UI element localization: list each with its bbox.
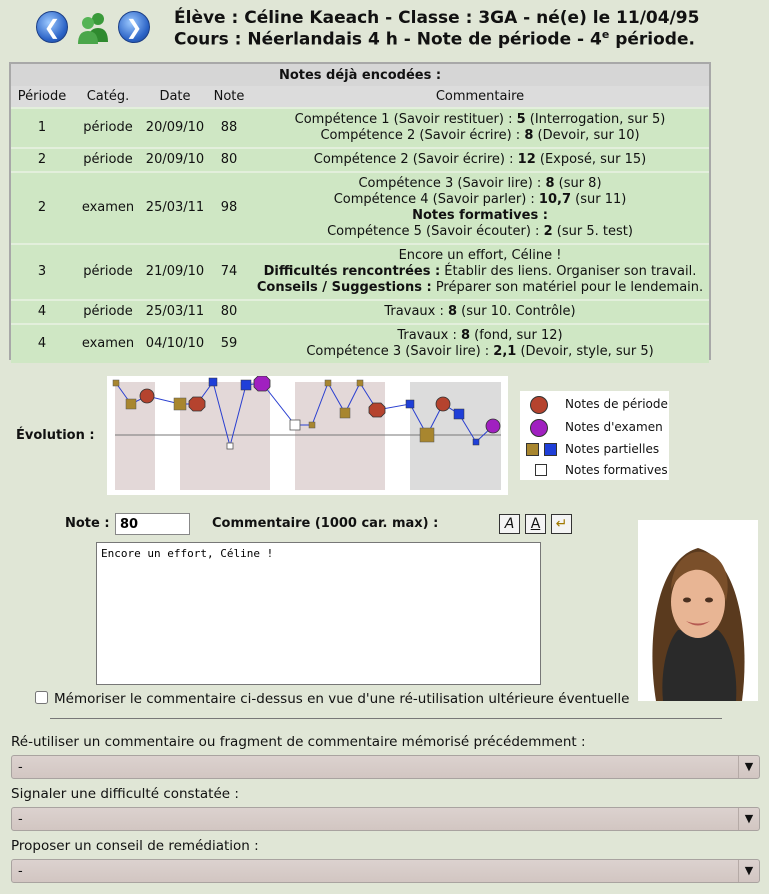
chevron-down-icon[interactable]: ▼	[738, 756, 759, 778]
cell-commentaire	[251, 108, 709, 148]
cell-commentaire	[251, 244, 709, 300]
comment-text: Encore un effort, Céline !	[398, 248, 562, 263]
comment-text: Préparer son matériel pour le lendemain.	[431, 280, 704, 295]
partial-note-point	[113, 380, 119, 386]
legend-label-partielles: Notes partielles	[565, 442, 660, 456]
cell-commentaire	[251, 324, 709, 363]
comment-bold: 5	[516, 112, 526, 127]
comment-line	[251, 304, 709, 320]
difficulty-value: -	[18, 812, 23, 827]
cell-date: 04/10/10	[143, 324, 207, 363]
cell-commentaire	[251, 300, 709, 324]
cell-note: 74	[207, 244, 251, 300]
partial-note-point	[309, 422, 315, 428]
comment-text: Travaux :	[384, 304, 448, 319]
cell-note: 88	[207, 108, 251, 148]
partial-note-point	[473, 439, 479, 445]
chart-band-3	[295, 382, 385, 490]
comment-line	[251, 344, 709, 360]
comment-bold: 8	[447, 304, 458, 319]
partial-note-point	[454, 409, 464, 419]
chevron-down-icon[interactable]: ▼	[738, 860, 759, 882]
comment-line	[251, 112, 709, 128]
table-row	[11, 148, 709, 172]
comment-textarea[interactable]	[96, 542, 541, 685]
comment-bold: 8	[460, 328, 471, 343]
comment-text: (Devoir, sur 10)	[533, 128, 640, 143]
cell-categ: période	[73, 108, 143, 148]
exam-note-point	[486, 419, 500, 433]
comment-text: Compétence 1 (Savoir restituer) :	[294, 112, 517, 127]
table-caption: Notes déjà encodées :	[11, 64, 709, 86]
insert-return-icon[interactable]: ↵	[551, 514, 572, 534]
student-photo	[638, 520, 758, 701]
comment-text: Compétence 3 (Savoir lire) :	[358, 176, 546, 191]
col-header-commentaire: Commentaire	[251, 86, 709, 108]
comment-line	[251, 192, 709, 208]
partial-note-point	[420, 428, 434, 442]
chevron-down-icon[interactable]: ▼	[738, 808, 759, 830]
back-arrow-icon[interactable]: ❮	[36, 11, 68, 43]
legend-item-formatives	[520, 460, 669, 480]
cell-categ: examen	[73, 172, 143, 244]
legend-item-periode	[520, 394, 669, 414]
comment-bold: Conseils / Suggestions :	[256, 280, 432, 295]
memo-checkbox[interactable]	[35, 691, 48, 704]
advice-select[interactable]	[11, 859, 760, 883]
period-note-point	[369, 403, 385, 417]
table-row	[11, 324, 709, 363]
comment-text: Compétence 2 (Savoir écrire) :	[313, 152, 518, 167]
reuse-comment-value: -	[18, 760, 23, 775]
comment-text: Travaux :	[397, 328, 461, 343]
legend-label-formatives: Notes formatives	[565, 463, 668, 477]
note-input[interactable]	[115, 513, 190, 535]
difficulty-label: Signaler une difficulté constatée :	[11, 786, 239, 802]
cell-periode: 4	[11, 300, 73, 324]
cell-categ: examen	[73, 324, 143, 363]
table-row	[11, 244, 709, 300]
partial-note-point	[241, 380, 251, 390]
notes-table	[9, 62, 711, 360]
course-header	[174, 28, 695, 50]
comment-bold: Notes formatives :	[412, 208, 548, 223]
comment-line	[251, 280, 709, 296]
exam-circle-icon	[529, 418, 549, 438]
comment-text: Compétence 5 (Savoir écouter) :	[327, 224, 544, 239]
cell-commentaire	[251, 172, 709, 244]
comment-text: (Devoir, style, sur 5)	[516, 344, 654, 359]
comment-text: Établir des liens. Organiser son travail.	[440, 264, 697, 279]
partial-note-point	[357, 380, 363, 386]
cell-date: 20/09/10	[143, 108, 207, 148]
table-row	[11, 108, 709, 148]
comment-text: (sur 11)	[571, 192, 627, 207]
cell-date: 25/03/11	[143, 300, 207, 324]
comment-text: (Interrogation, sur 5)	[525, 112, 666, 127]
col-header-note: Note	[207, 86, 251, 108]
underline-a-icon[interactable]: A	[525, 514, 546, 534]
course-header-main: Cours : Néerlandais 4 h - Note de période - 4	[174, 29, 602, 50]
memo-label: Mémoriser le commentaire ci-dessus en vue d'une ré-utilisation ultérieure éventuelle	[54, 691, 630, 707]
comment-text: (fond, sur 12)	[470, 328, 563, 343]
formative-square-icon	[535, 464, 549, 478]
comment-text: (Exposé, sur 15)	[535, 152, 647, 167]
partial-squares-icon	[526, 443, 558, 457]
comment-bold: 8	[524, 128, 534, 143]
cell-periode: 1	[11, 108, 73, 148]
advice-label: Proposer un conseil de remédiation :	[11, 838, 259, 854]
evolution-label: Évolution :	[16, 428, 95, 443]
comment-bold: 8	[545, 176, 555, 191]
legend-item-examen	[520, 417, 669, 437]
col-header-date: Date	[143, 86, 207, 108]
partial-note-point	[406, 400, 414, 408]
course-header-end: période.	[609, 29, 695, 50]
cell-categ: période	[73, 244, 143, 300]
cell-note: 98	[207, 172, 251, 244]
comment-text: (sur 8)	[554, 176, 602, 191]
comment-label: Commentaire (1000 car. max) :	[212, 516, 439, 531]
exam-note-point	[254, 376, 270, 391]
col-header-categ: Catég.	[73, 86, 143, 108]
comment-line	[251, 152, 709, 168]
period-note-point	[436, 397, 450, 411]
comment-text: (sur 10. Contrôle)	[457, 304, 576, 319]
period-note-point	[189, 397, 205, 411]
cell-periode: 3	[11, 244, 73, 300]
comment-bold: 10,7	[538, 192, 571, 207]
period-note-point	[140, 389, 154, 403]
cell-periode: 4	[11, 324, 73, 363]
note-label: Note :	[65, 516, 110, 531]
cell-categ: période	[73, 300, 143, 324]
chart-legend	[520, 391, 669, 480]
col-header-periode: Période	[11, 86, 73, 108]
comment-line	[251, 248, 709, 264]
partial-note-point	[209, 378, 217, 386]
legend-label-periode: Notes de période	[565, 397, 668, 411]
comment-line	[251, 208, 709, 224]
comment-bold: 12	[517, 152, 536, 167]
memo-row	[35, 691, 629, 707]
cell-date: 20/09/10	[143, 148, 207, 172]
reuse-comment-select[interactable]	[11, 755, 760, 779]
cell-periode: 2	[11, 172, 73, 244]
users-icon[interactable]	[76, 10, 110, 44]
cell-note: 80	[207, 300, 251, 324]
comment-bold: 2	[543, 224, 553, 239]
comment-line	[251, 328, 709, 344]
comment-bold: 2,1	[493, 344, 517, 359]
comment-line	[251, 224, 709, 240]
period-circle-icon	[529, 395, 549, 415]
comment-bold: Difficultés rencontrées :	[263, 264, 441, 279]
formative-note-point	[290, 420, 300, 430]
legend-item-partielles	[520, 439, 669, 459]
cell-categ: période	[73, 148, 143, 172]
student-header: Élève : Céline Kaeach - Classe : 3GA - né(e) le 11/04/95	[174, 8, 700, 28]
cell-commentaire	[251, 148, 709, 172]
comment-text: (sur 5. test)	[552, 224, 633, 239]
difficulty-select[interactable]	[11, 807, 760, 831]
cell-note: 80	[207, 148, 251, 172]
comment-text: Compétence 2 (Savoir écrire) :	[320, 128, 525, 143]
legend-label-examen: Notes d'examen	[565, 420, 663, 434]
course-header-sup: e	[601, 28, 610, 41]
partial-note-point	[126, 399, 136, 409]
cell-date: 25/03/11	[143, 172, 207, 244]
table-row	[11, 172, 709, 244]
cell-date: 21/09/10	[143, 244, 207, 300]
cell-periode: 2	[11, 148, 73, 172]
comment-line	[251, 264, 709, 280]
evolution-chart	[107, 376, 508, 495]
partial-note-point	[325, 380, 331, 386]
comment-text: Compétence 4 (Savoir parler) :	[333, 192, 539, 207]
reuse-comment-label: Ré-utiliser un commentaire ou fragment de commentaire mémorisé précédemment :	[11, 734, 586, 750]
formative-note-point	[227, 443, 233, 449]
comment-text: Compétence 3 (Savoir lire) :	[306, 344, 494, 359]
divider	[50, 718, 722, 719]
advice-value: -	[18, 864, 23, 879]
cell-note: 59	[207, 324, 251, 363]
italic-a-icon[interactable]: A	[499, 514, 520, 534]
partial-note-point	[340, 408, 350, 418]
comment-line	[251, 176, 709, 192]
table-row	[11, 300, 709, 324]
comment-line	[251, 128, 709, 144]
partial-note-point	[174, 398, 186, 410]
forward-arrow-icon[interactable]: ❯	[118, 11, 150, 43]
